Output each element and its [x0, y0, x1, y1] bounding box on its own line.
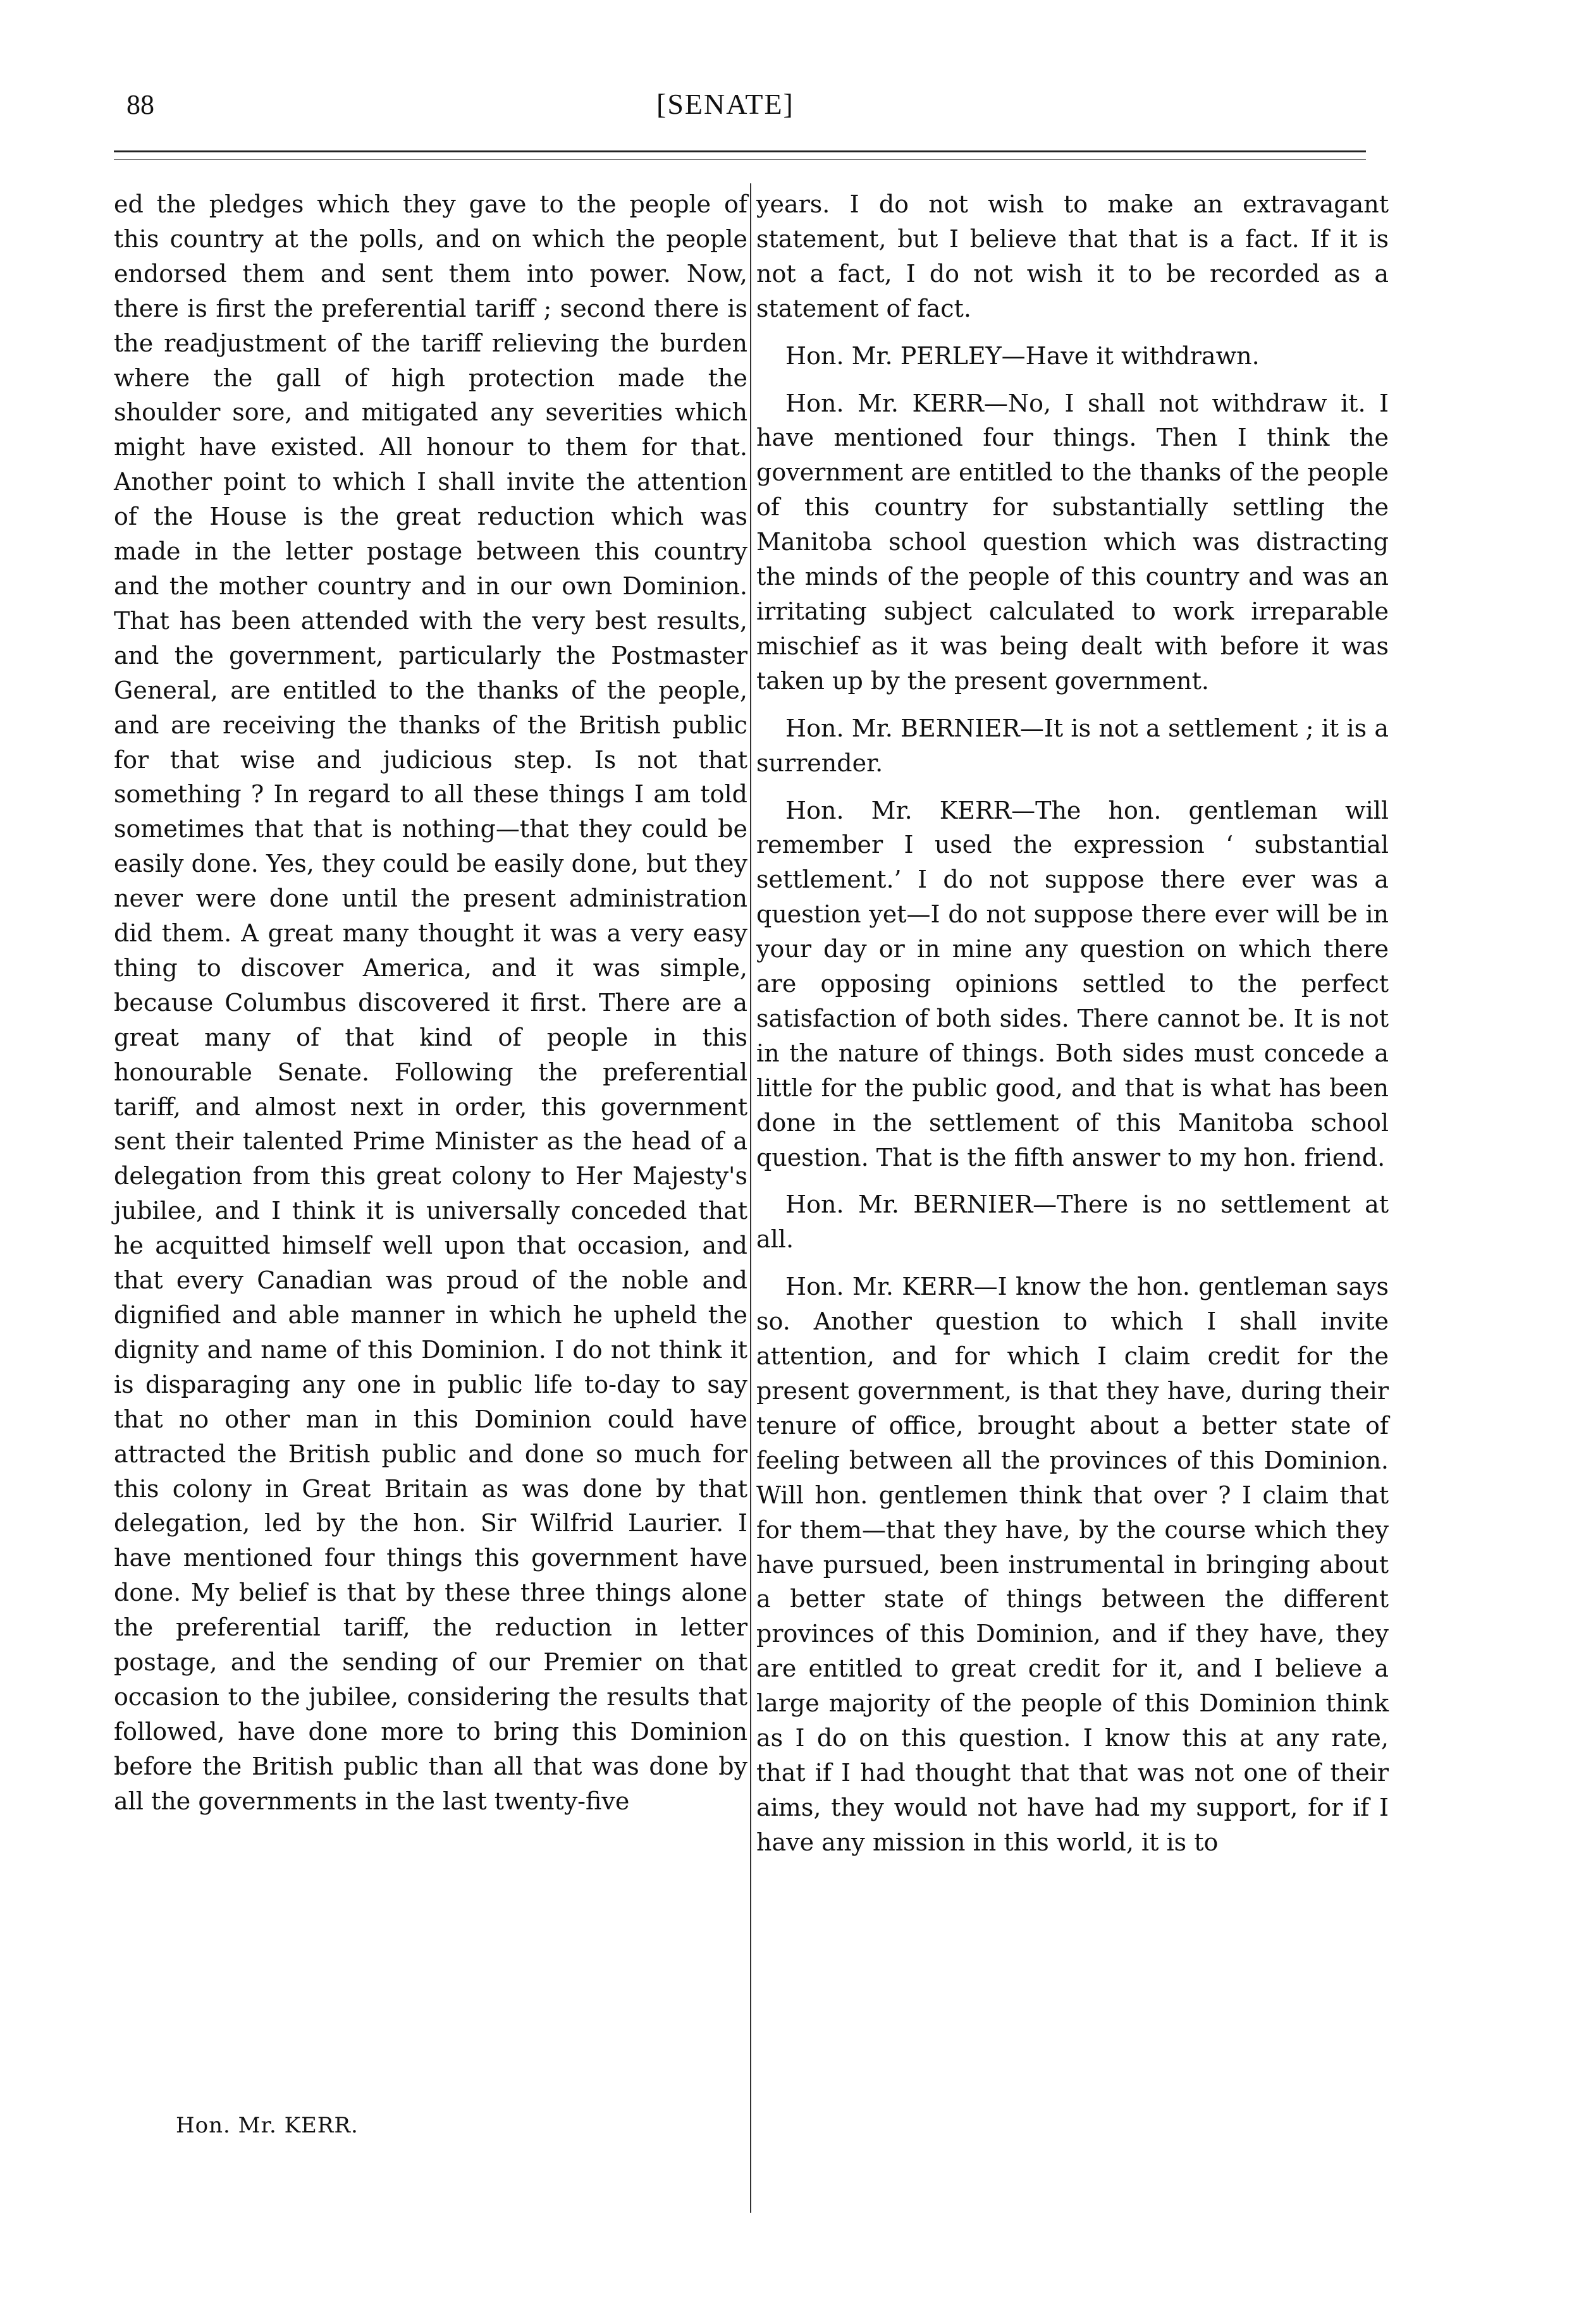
page-title: [SENATE]: [656, 88, 794, 120]
left-column: [114, 187, 747, 1832]
paragraph: Hon. Mr. PERLEY—Have it withdrawn.: [785, 341, 1260, 370]
paragraph: Hon. Mr. BERNIER—It is not a settlement ; it is a surrender.: [756, 714, 1389, 777]
header-rule: [114, 150, 1366, 152]
footer-speaker: Hon. Mr. KERR.: [176, 2113, 359, 2138]
paragraph: Hon. Mr. KERR—The hon. gentleman will remember I used the expression ‘ substantial settlement.’ I do not suppose there ever was a question yet—I do not suppose there ever will be in your day or in mine any question on which there are opposing opinions settled to the perfect satisfaction of both sides. There cannot be. It is not in the nature of things. Both sides must concede a little for the public good, and that is what has been done in the settlement of this Manitoba school question. That is the fifth answer to my hon. friend.: [756, 796, 1389, 1171]
paragraph: Hon. Mr. BERNIER—There is no settlement at all.: [756, 1190, 1389, 1254]
paragraph: Hon. Mr. KERR—No, I shall not withdraw it. I have mentioned four things. Then I think the government are entitled to the thanks of the people of this country for substantially settling the Manitoba school question which was distracting the minds of the people of this country and was an irritating subject calculated to work irreparable mischief as it was being dealt with before it was taken up by the present government.: [756, 389, 1389, 695]
column-divider: [750, 183, 751, 2213]
paragraph: Hon. Mr. KERR—I know the hon. gentleman says so. Another question to which I shall invite attention, and for which I claim credit for the present government, is that they have, during their tenure of office, brought about a better state of feeling between all the provinces of this Dominion. Will hon. gentlemen think that over ? I claim that for them—that they have, by the course which they have pursued, been instrumental in bringing about a better state of things between the different provinces of this Dominion, and if they have, they are entitled to great credit for it, and I believe a large majority of the people of this Dominion think as I do on this question. I know this at any rate, that if I had thought that that was not one of their aims, they would not have had my support, for if I have any mission in this world, it is to: [756, 1273, 1389, 1856]
right-column: [756, 187, 1389, 1873]
header-rule-thin: [114, 159, 1366, 160]
paragraph: ed the pledges which they gave to the people of this country at the polls, and on which the people endorsed them and sent them into power. Now, there is first the preferential tariff ; second there is the readjustment of the tariff relieving the burden where the gall of high protection made the shoulder sore, and mitigated any severities which might have existed. All honour to them for that. Another point to which I shall invite the attention of the House is the great reduction which was made in the letter postage between this country and the mother country and in our own Dominion. That has been attended with the very best results, and the government, particularly the Postmaster General, are entitled to the thanks of the people, and are receiving the thanks of the British public for that wise and judicious step. Is not that something ? In regard to all these things I am told sometimes that that is nothing—that they could be easily done. Yes, they could be easily done, but they never were done until the present administration did them. A great many thought it was a very easy thing to discover America, and it was simple, because Columbus discovered it first. There are a great many of that kind of people in this honourable Senate. Following the preferential tariff, and almost next in order, this government sent their talented Prime Minister as the head of a delegation from this great colony to Her Majesty's jubilee, and I think it is universally conceded that he acquitted himself well upon that occasion, and that every Canadian was proud of the noble and dignified and able manner in which he upheld the dignity and name of this Dominion. I do not think it is disparaging any one in public life to-day to say that no other man in this Dominion could have attracted the British public and done so much for this colony in Great Britain as was done by that delegation, led by the hon. Sir Wilfrid Laurier. I have mentioned four things this government have done. My belief is that by these three things alone the preferential tariff, the reduction in letter postage, and the sending of our Premier on that occasion to the jubilee, considering the results that followed, have done more to bring this Dominion before the British public than all that was done by all the governments in the last twenty-five: [114, 190, 747, 1815]
page-number: 88: [126, 89, 154, 120]
paragraph: years. I do not wish to make an extravagant statement, but I believe that that is a fact. If it is not a fact, I do not wish it to be recorded as a statement of fact.: [756, 190, 1389, 322]
